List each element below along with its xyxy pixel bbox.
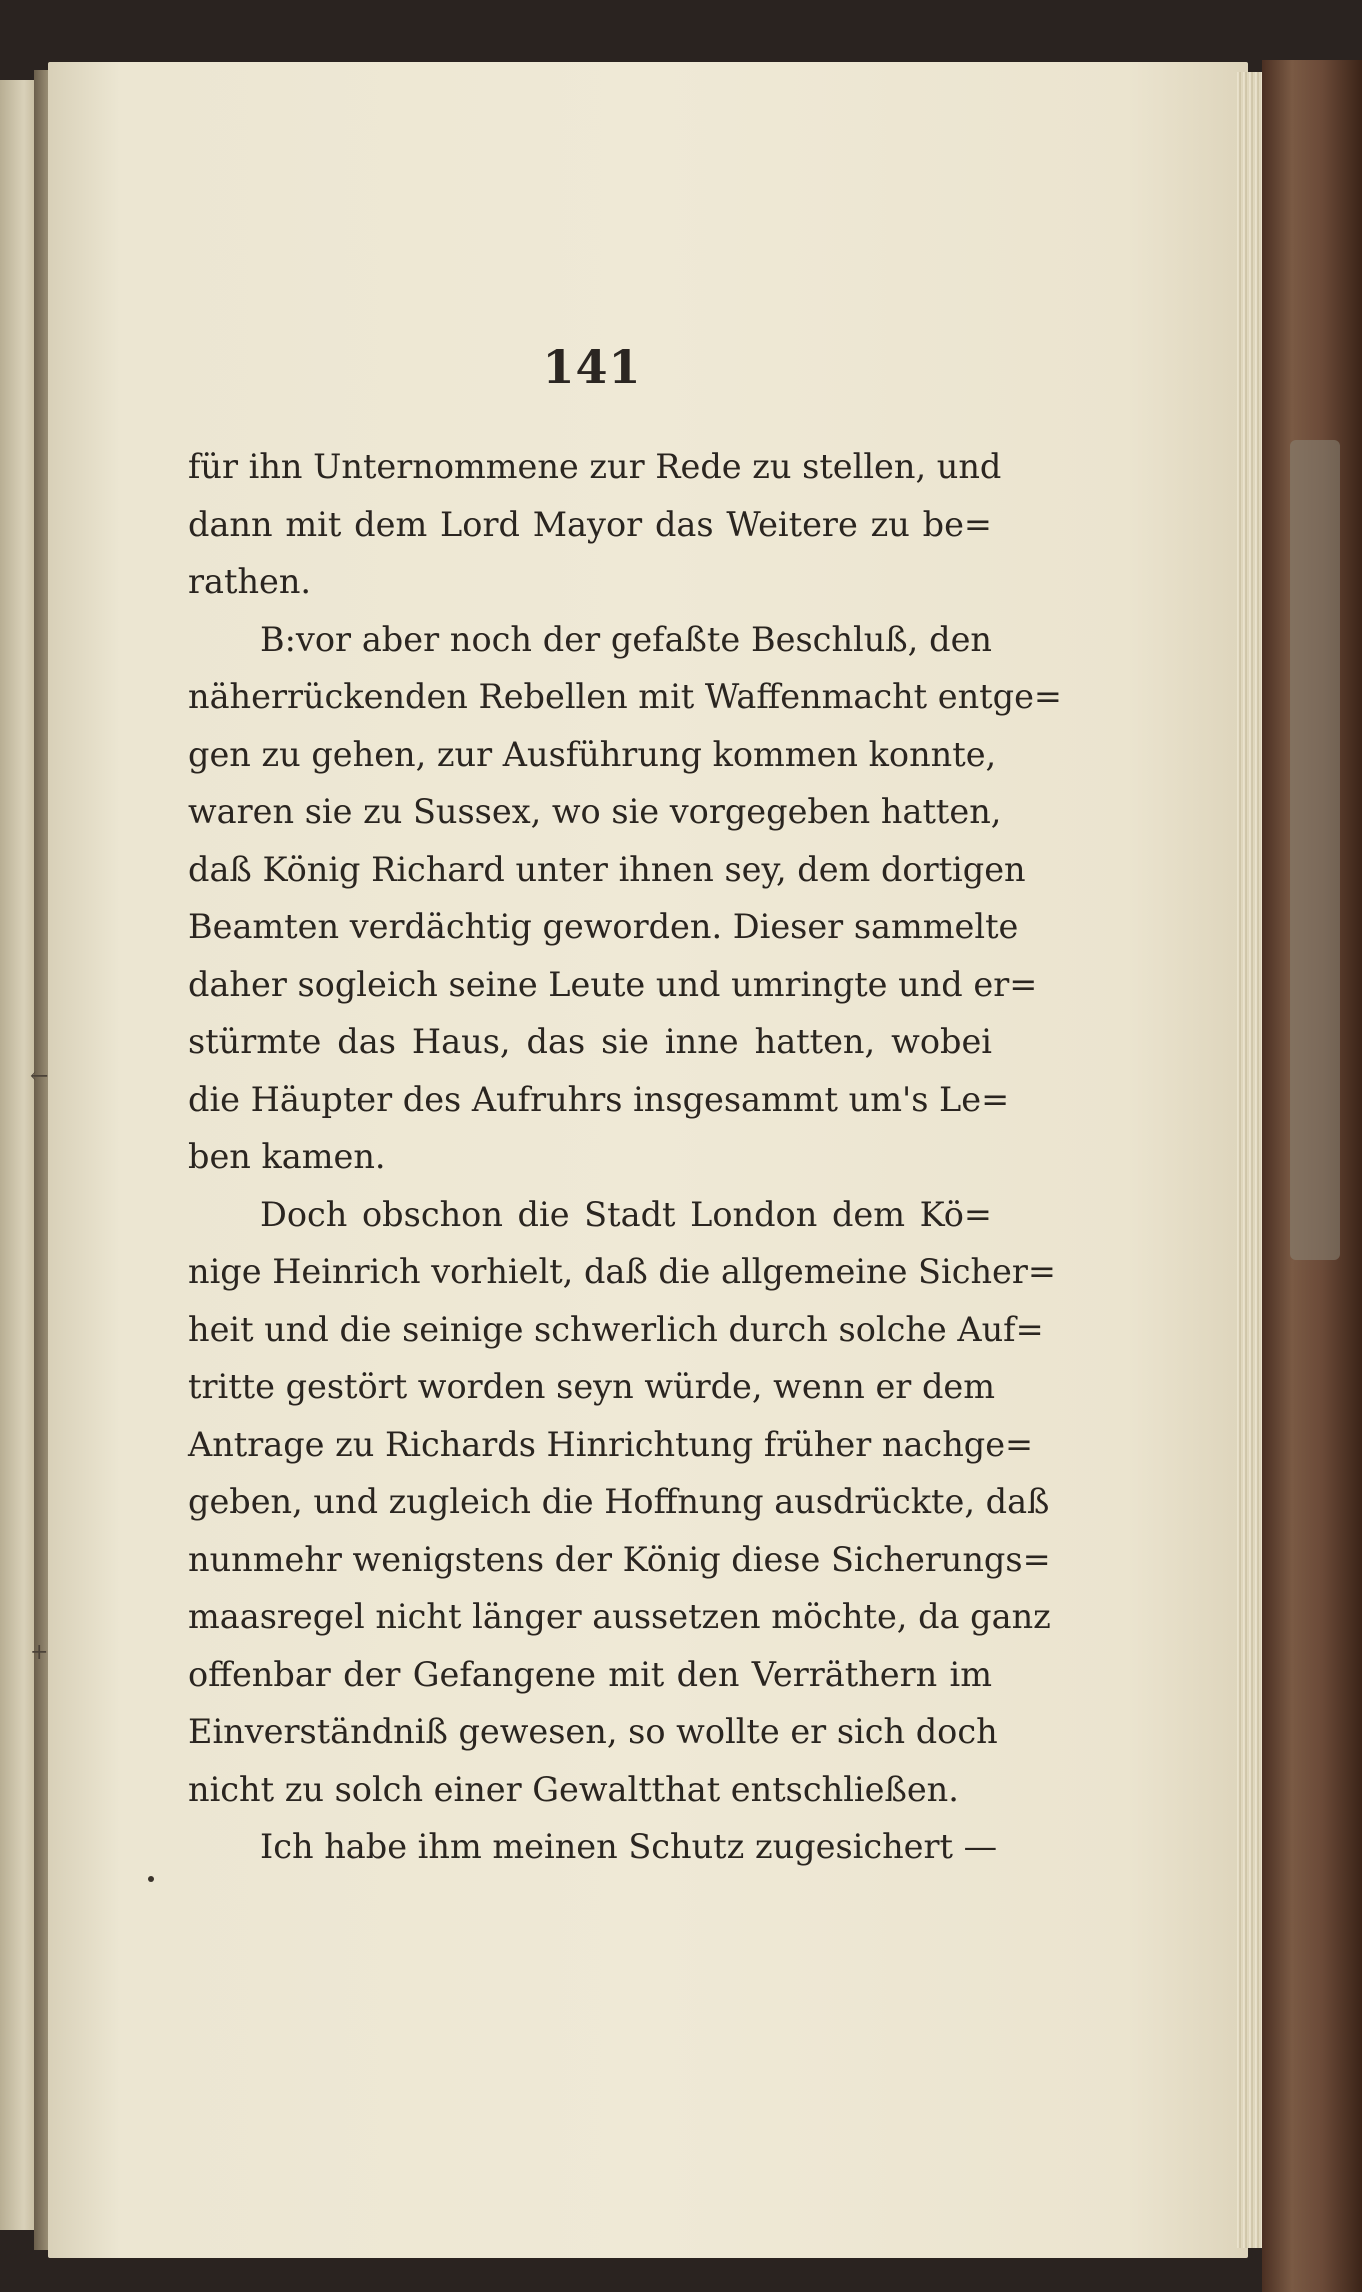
book-page [48, 62, 1248, 2258]
text-line: heit und die seinige schwerlich durch solche Auf= [188, 1309, 1044, 1349]
text-line: Doch obschon die Stadt London dem Kö= [260, 1194, 992, 1234]
text-line: waren sie zu Sussex, wo sie vorgegeben hatten, [188, 792, 1002, 831]
text-line: gen zu gehen, zur Ausführung kommen konnte, [188, 734, 997, 774]
cover-label-patch [1290, 440, 1340, 1260]
text-line: daß König Richard unter ihnen sey, dem dortigen [188, 849, 1026, 889]
text-line: Antrage zu Richards Hinrichtung früher nachge= [188, 1424, 1034, 1464]
page-number: 141 [542, 340, 642, 394]
text-line: tritte gestört worden seyn würde, wenn er dem [188, 1367, 995, 1406]
text-line: offenbar der Gefangene mit den Verräthern im [188, 1654, 992, 1694]
text-line: daher sogleich seine Leute und umringte und er= [188, 964, 1038, 1004]
body-text [188, 438, 1062, 1876]
text-line: näherrückenden Rebellen mit Waffenmacht entge= [188, 677, 1062, 716]
text-line: die Häupter des Aufruhrs insgesammt um's Le= [188, 1079, 1010, 1119]
text-line: nige Heinrich vorhielt, daß die allgemeine Sicher= [188, 1252, 1056, 1291]
text-line: dann mit dem Lord Mayor das Weitere zu be= [188, 504, 992, 544]
text-line: Beamten verdächtig geworden. Dieser sammelte [188, 907, 1019, 946]
text-line: nunmehr wenigstens der König diese Sicherungs= [188, 1539, 1051, 1579]
text-line: Ich habe ihm meinen Schutz zugesichert — [260, 1827, 998, 1866]
text-line: nicht zu solch einer Gewaltthat entschließen. [188, 1769, 959, 1809]
text-line: geben, und zugleich die Hoffnung ausdrückte, daß [188, 1482, 1050, 1521]
text-line: B:vor aber noch der gefaßte Beschluß, den [260, 619, 992, 659]
page-stack-edges [1236, 72, 1264, 2248]
text-line: rathen. [188, 562, 312, 601]
text-line: stürmte das Haus, das sie inne hatten, wobei [188, 1022, 992, 1061]
text-line: Einverständniß gewesen, so wollte er sich doch [188, 1712, 998, 1751]
text-line: ben kamen. [188, 1137, 386, 1176]
facing-page-edge [0, 80, 34, 2230]
margin-mark: ← [30, 1064, 49, 1089]
margin-mark: + [30, 1640, 49, 1665]
paper-speck [148, 1876, 154, 1882]
text-line: maasregel nicht länger aussetzen möchte, da ganz [188, 1597, 1051, 1636]
text-line: für ihn Unternommene zur Rede zu stellen, und [188, 447, 1002, 486]
